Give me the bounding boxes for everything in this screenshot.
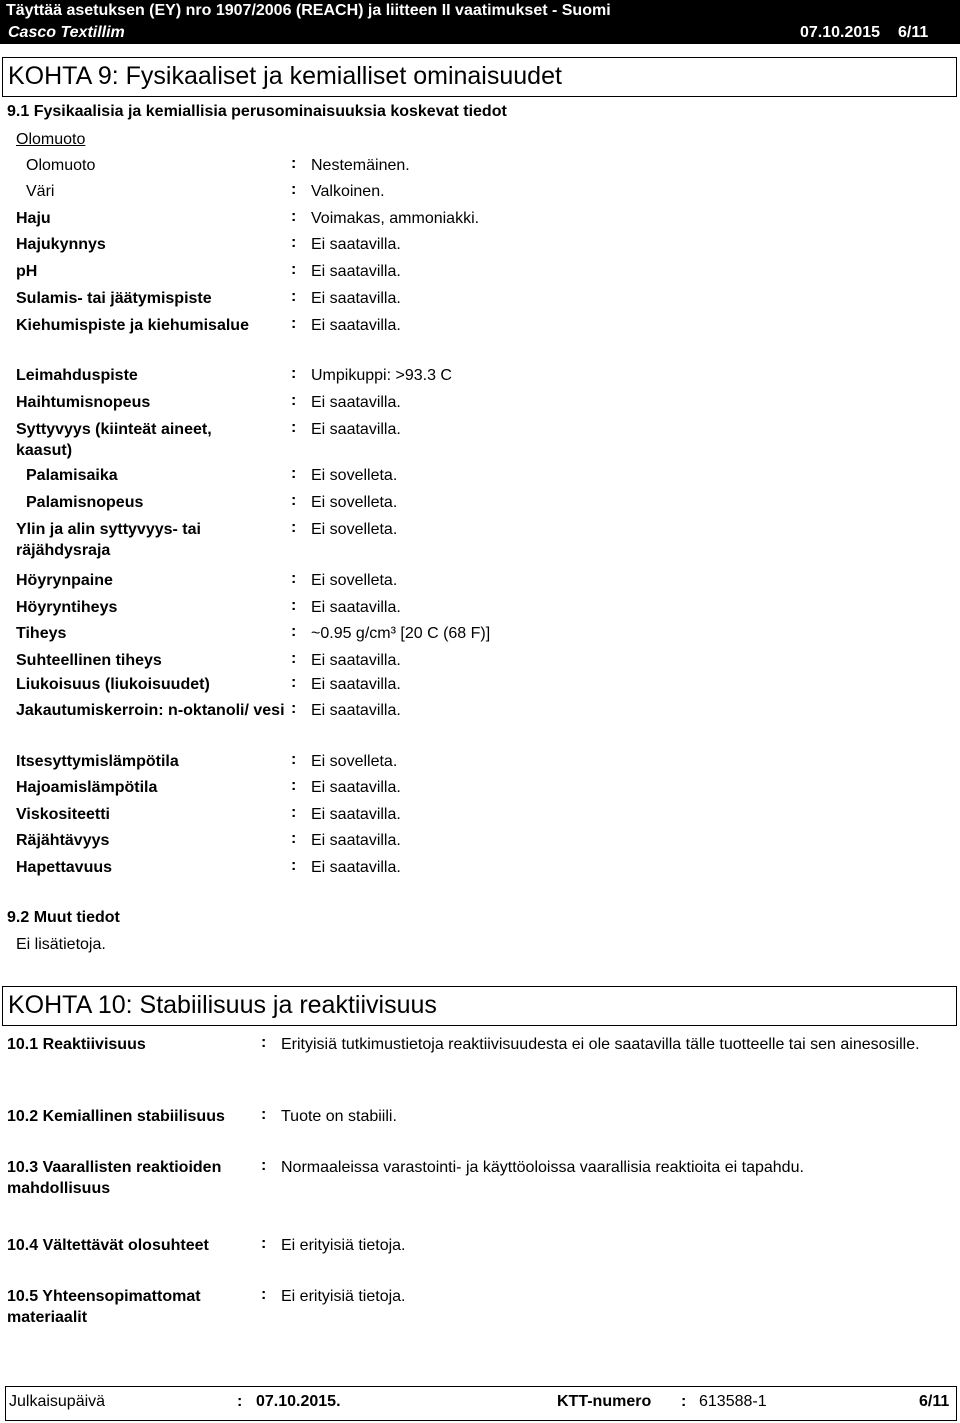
colon: : <box>261 1034 267 1051</box>
colon: : <box>291 597 297 614</box>
header-page: 6/11 <box>898 24 929 41</box>
property-value: Ei saatavilla. <box>311 859 401 876</box>
colon: : <box>291 777 297 794</box>
property-label: Haju <box>16 210 51 227</box>
property-label: Höyryntiheys <box>16 599 118 616</box>
stability-value: Normaaleissa varastointi- ja käyttöoloissa vaarallisia reaktioita ei tapahdu. <box>281 1159 804 1176</box>
colon: : <box>291 465 297 482</box>
product-name: Casco Textillim <box>8 24 125 41</box>
property-label: Palamisaika <box>26 467 118 484</box>
property-value: Ei sovelleta. <box>311 572 398 589</box>
property-value: Ei saatavilla. <box>311 779 401 796</box>
footer-ktt-label: KTT-numero <box>557 1393 652 1410</box>
colon: : <box>291 751 297 768</box>
header-regulation-bar <box>0 0 960 22</box>
colon: : <box>291 700 297 717</box>
colon: : <box>291 392 297 409</box>
stability-label: 10.3 Vaarallisten reaktioiden mahdollisuus <box>7 1159 222 1197</box>
colon: : <box>291 315 297 332</box>
property-value: Ei saatavilla. <box>311 290 401 307</box>
property-value: Nestemäinen. <box>311 157 410 174</box>
stability-label: 10.4 Vältettävät olosuhteet <box>7 1237 209 1254</box>
property-value: Ei saatavilla. <box>311 263 401 280</box>
colon: : <box>237 1393 243 1410</box>
colon: : <box>261 1235 267 1252</box>
colon: : <box>291 365 297 382</box>
header-date: 07.10.2015 <box>800 24 881 41</box>
property-value: Ei sovelleta. <box>311 753 398 770</box>
property-label: Tiheys <box>16 625 67 642</box>
header-product-bar <box>0 22 960 44</box>
stability-label: 10.5 Yhteensopimattomat materiaalit <box>7 1288 201 1326</box>
colon: : <box>291 288 297 305</box>
colon: : <box>261 1157 267 1174</box>
footer-issue-label: Julkaisupäivä <box>9 1393 106 1410</box>
property-label: Leimahduspiste <box>16 367 138 384</box>
property-value: Ei saatavilla. <box>311 599 401 616</box>
section-9-title-box <box>2 57 957 97</box>
stability-value: Tuote on stabiili. <box>281 1108 397 1125</box>
property-label: Palamisnopeus <box>26 494 144 511</box>
property-label: Ylin ja alin syttyvyys- tai räjähdysraja <box>16 521 201 559</box>
stability-label: 10.1 Reaktiivisuus <box>7 1036 146 1053</box>
property-label: Syttyvyys (kiinteät aineet, kaasut) <box>16 421 212 459</box>
property-label: pH <box>16 263 38 280</box>
colon: : <box>291 419 297 436</box>
property-value: Ei saatavilla. <box>311 652 401 669</box>
property-value: Valkoinen. <box>311 183 385 200</box>
section-9-title: KOHTA 9: Fysikaaliset ja kemialliset ominaisuudet <box>8 62 562 90</box>
subsection-9-1: 9.1 Fysikaalisia ja kemiallisia perusominaisuuksia koskevat tiedot <box>7 103 507 120</box>
property-value: Ei sovelleta. <box>311 467 398 484</box>
page-footer <box>5 1386 957 1421</box>
footer-ktt-number: 613588-1 <box>699 1393 767 1410</box>
property-label: Hajukynnys <box>16 236 106 253</box>
stability-value: Ei erityisiä tietoja. <box>281 1237 406 1254</box>
property-label: Haihtumisnopeus <box>16 394 151 411</box>
property-label: Kiehumispiste ja kiehumisalue <box>16 317 249 334</box>
colon: : <box>291 181 297 198</box>
property-label: Liukoisuus (liukoisuudet) <box>16 676 210 693</box>
stability-value: Erityisiä tutkimustietoja reaktiivisuudesta ei ole saatavilla tälle tuotteelle tai sen ainesosille. <box>281 1036 920 1053</box>
colon: : <box>291 674 297 691</box>
property-value: ~0.95 g/cm³ [20 C (68 F)] <box>311 625 491 642</box>
subsection-9-2: 9.2 Muut tiedot <box>7 909 120 926</box>
property-value: Ei saatavilla. <box>311 702 401 719</box>
colon: : <box>291 857 297 874</box>
property-value: Umpikuppi: >93.3 C <box>311 367 452 384</box>
colon: : <box>261 1286 267 1303</box>
stability-value: Ei erityisiä tietoja. <box>281 1288 406 1305</box>
property-value: Ei saatavilla. <box>311 806 401 823</box>
footer-page: 6/11 <box>919 1393 950 1410</box>
colon: : <box>291 804 297 821</box>
colon: : <box>291 155 297 172</box>
other-info-text: Ei lisätietoja. <box>16 936 106 953</box>
property-value: Ei sovelleta. <box>311 521 398 538</box>
property-label: Hajoamislämpötila <box>16 779 158 796</box>
colon: : <box>261 1106 267 1123</box>
olomuoto-heading: Olomuoto <box>16 131 86 148</box>
stability-label: 10.2 Kemiallinen stabiilisuus <box>7 1108 225 1125</box>
property-value: Ei saatavilla. <box>311 317 401 334</box>
colon: : <box>291 570 297 587</box>
property-label: Viskositeetti <box>16 806 110 823</box>
colon: : <box>291 830 297 847</box>
section-10-title-box <box>2 986 957 1026</box>
property-label: Räjähtävyys <box>16 832 110 849</box>
property-value: Ei saatavilla. <box>311 394 401 411</box>
property-value: Ei saatavilla. <box>311 421 401 438</box>
property-value: Ei sovelleta. <box>311 494 398 511</box>
property-label: Jakautumiskerroin: n-oktanoli/ vesi <box>16 702 285 719</box>
colon: : <box>291 519 297 536</box>
footer-issue-date: 07.10.2015. <box>256 1393 341 1410</box>
property-value: Ei saatavilla. <box>311 832 401 849</box>
colon: : <box>291 261 297 278</box>
colon: : <box>291 650 297 667</box>
property-label: Olomuoto <box>26 157 96 174</box>
colon: : <box>291 208 297 225</box>
property-label: Suhteellinen tiheys <box>16 652 162 669</box>
property-label: Itsesyttymislämpötila <box>16 753 179 770</box>
section-10-title: KOHTA 10: Stabiilisuus ja reaktiivisuus <box>8 991 437 1019</box>
colon: : <box>291 234 297 251</box>
property-value: Voimakas, ammoniakki. <box>311 210 480 227</box>
colon: : <box>681 1393 687 1410</box>
property-label: Höyrynpaine <box>16 572 113 589</box>
property-value: Ei saatavilla. <box>311 236 401 253</box>
property-label: Väri <box>26 183 55 200</box>
property-label: Sulamis- tai jäätymispiste <box>16 290 212 307</box>
property-value: Ei saatavilla. <box>311 676 401 693</box>
colon: : <box>291 492 297 509</box>
property-label: Hapettavuus <box>16 859 113 876</box>
regulation-text: Täyttää asetuksen (EY) nro 1907/2006 (REACH) ja liitteen II vaatimukset - Suomi <box>6 2 611 19</box>
colon: : <box>291 623 297 640</box>
